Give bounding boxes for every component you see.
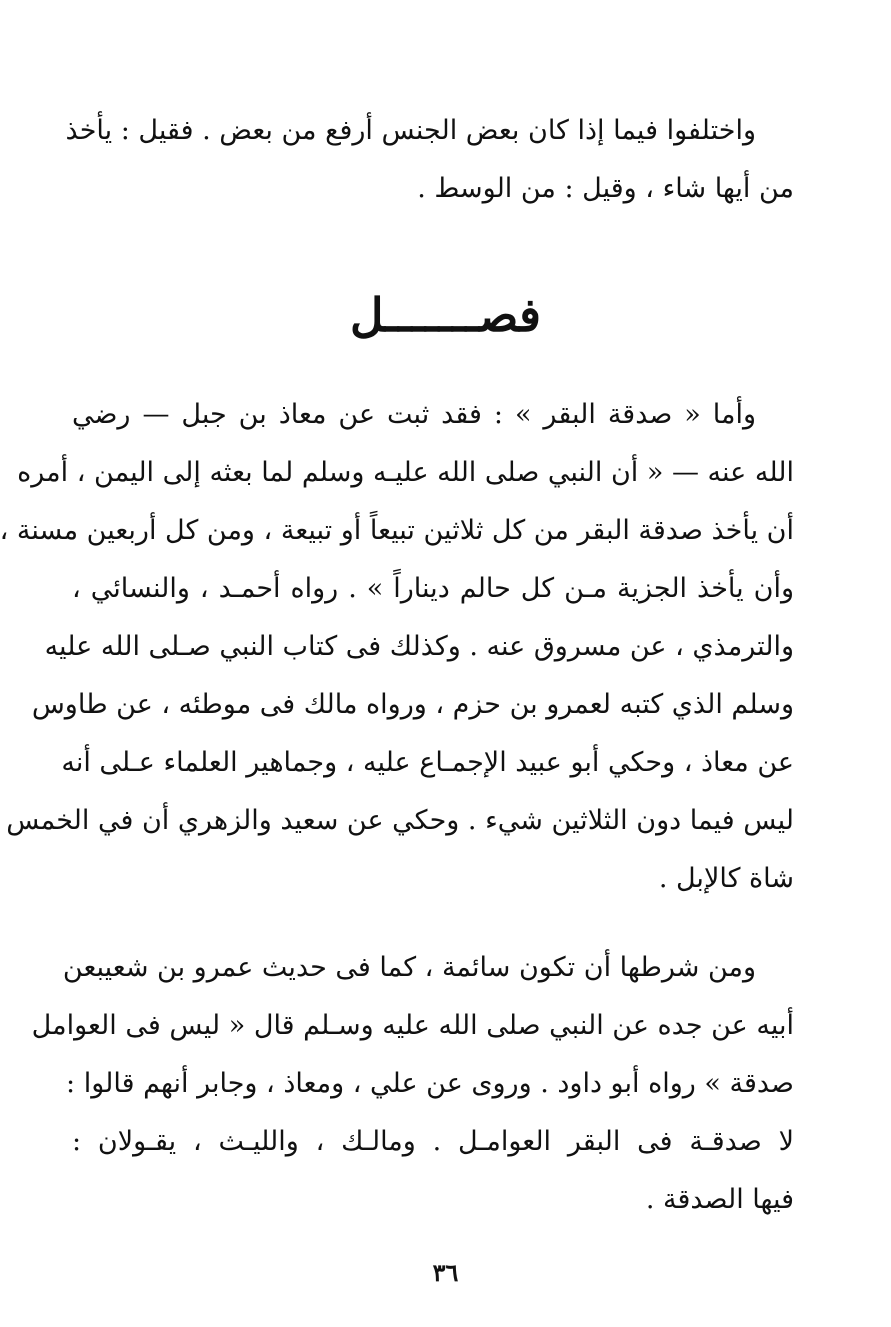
paragraph-line: أبيه عن جده عن النبي صلى الله عليه وسـلم قال « ليس فى العوامل: [31, 1010, 794, 1041]
paragraph-line: ليس فيما دون الثلاثين شيء . وحكي عن سعيد والزهري أن في الخمس: [6, 805, 794, 836]
paragraph-line: الله عنه — « أن النبي صلى الله عليـه وسلم لما بعثه إلى اليمن ، أمره: [17, 457, 794, 488]
paragraph-line: أن يأخذ صدقة البقر من كل ثلاثين تبيعاً أو تبيعة ، ومن كل أربعين مسنة ،: [0, 515, 794, 546]
paragraph-line: والترمذي ، عن مسروق عنه . وكذلك فى كتاب النبي صـلى الله عليه: [44, 631, 794, 662]
section-heading: فصـــــــل: [349, 288, 542, 342]
paragraph-line: شاة كالإبل .: [658, 863, 794, 894]
paragraph-line: ومن شرطها أن تكون سائمة ، كما فى حديث عمرو بن شعيبعن: [62, 952, 756, 983]
paragraph-line: وأما « صدقة البقر » : فقد ثبت عن معاذ بن جبل — رضي: [72, 399, 756, 430]
paragraph-line: فيها الصدقة .: [645, 1184, 794, 1215]
paragraph-line: وأن يأخذ الجزية مـن كل حالم ديناراً » . رواه أحمـد ، والنسائي ،: [72, 573, 794, 604]
paragraph-line: من أيها شاء ، وقيل : من الوسط .: [417, 173, 794, 204]
paragraph-2: [0, 386, 794, 908]
paragraph-line: لا صدقـة فى البقر العوامـل . ومالـك ، والليـث ، يقـولان :: [72, 1126, 794, 1157]
paragraph-3: [31, 939, 794, 1229]
page-number: ٣٦: [432, 1258, 459, 1287]
paragraph-line: صدقة » رواه أبو داود . وروى عن علي ، ومعاذ ، وجابر أنهم قالوا :: [66, 1068, 794, 1099]
paragraph-1: [65, 102, 794, 218]
paragraph-line: وسلم الذي كتبه لعمرو بن حزم ، ورواه مالك فى موطئه ، عن طاوس: [31, 689, 794, 720]
paragraph-line: واختلفوا فيما إذا كان بعض الجنس أرفع من بعض . فقيل : يأخذ: [65, 115, 756, 146]
paragraph-line: عن معاذ ، وحكي أبو عبيد الإجمـاع عليه ، وجماهير العلماء عـلى أنه: [61, 747, 794, 778]
